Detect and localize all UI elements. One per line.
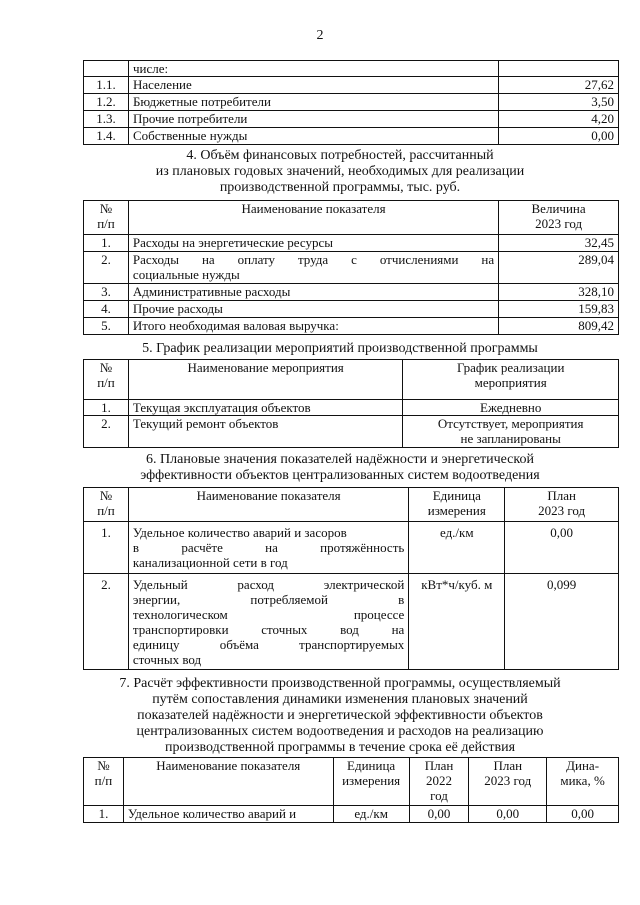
row-num: 1. [84,235,129,252]
row-value: 27,62 [499,77,619,94]
table-consumers [83,60,619,145]
row-value: 32,45 [499,235,619,252]
header-text: Единица [432,488,481,503]
header-plan [505,488,619,522]
row-plan: 0,00 [505,522,619,574]
header-text: График реализации [456,360,565,375]
row-num: 4. [84,301,129,318]
heading-line: эффективности объектов централизованных систем водоотведения [140,468,540,483]
header-text: Единица [347,758,396,773]
header-value [499,201,619,235]
row-name-line: энергии, потребляемой в [132,592,405,607]
table-schedule [83,359,619,448]
row-name-line: Удельный расход электрической [132,577,405,592]
header-text: п/п [97,216,115,231]
table-row [84,574,619,670]
header-num [84,360,129,400]
row-unit: кВт*ч/куб. м [409,574,505,670]
row-name: Население [128,77,498,94]
table-row [84,77,619,94]
header-text: измерения [342,773,401,788]
row-num: 1. [84,522,129,574]
row-value: 328,10 [499,284,619,301]
header-text: 2023 год [538,503,586,518]
header-schedule [403,360,619,400]
table-row [84,806,619,823]
page-number: 2 [316,28,324,43]
row-name: Расходы на энергетические ресурсы [128,235,498,252]
row-name: Бюджетные потребители [128,94,498,111]
header-text: План [547,488,576,503]
row-name: Собственные нужды [128,128,498,145]
row-name [128,252,498,284]
header-text: Величина [531,201,586,216]
row-name-line: социальные нужды [132,267,240,282]
table-efficiency [83,757,619,823]
header-text: п/п [97,503,115,518]
row-num: 2. [84,252,129,284]
header-text: № [99,201,113,216]
row-num: 2. [84,416,129,448]
row-name-line: Расходы на оплату труда с отчислениями на [132,252,495,267]
row-plan-2022: 0,00 [409,806,469,823]
row-schedule [403,416,619,448]
row-name [128,574,408,670]
row-name-line: в расчёте на протяжённость [132,540,405,555]
header-text: План [424,758,454,773]
table-financial-needs [83,200,619,335]
row-value: 0,00 [499,128,619,145]
row-plan: 0,099 [505,574,619,670]
row-num: 1.3. [84,111,129,128]
table-row [84,94,619,111]
header-text: 2022 [426,773,453,788]
row-num: 1.4. [84,128,129,145]
header-text: мика, % [560,773,605,788]
header-unit [409,488,505,522]
header-text: № [97,758,110,773]
header-unit [333,758,409,806]
heading-line: показателей надёжности и энергетической эффективности объектов [137,708,543,723]
row-name-line: технологическом процессе [132,607,405,622]
header-text: № [99,360,113,375]
header-text: п/п [97,375,115,390]
row-name: Административные расходы [128,284,498,301]
heading-line: производственной программы, тыс. руб. [219,180,461,195]
header-plan-2023 [469,758,547,806]
row-name: Прочие потребители [128,111,498,128]
header-dynamics [547,758,619,806]
heading-line: 5. График реализации мероприятий производственной программы [142,341,538,356]
header-name: Наименование показателя [128,201,498,235]
row-name-line: канализационной сети в год [132,555,288,570]
row-value: 159,83 [499,301,619,318]
header-plan-2022 [409,758,469,806]
table-row [84,416,619,448]
table-reliability-indicators [83,487,619,670]
schedule-line: не запланированы [460,431,561,446]
section7-heading [60,676,620,756]
header-text: мероприятия [474,375,547,390]
header-num [84,758,124,806]
row-unit: ед./км [333,806,409,823]
table-row [84,400,619,416]
row-name-line: сточных вод [132,652,202,667]
row-num: 1.2. [84,94,129,111]
section4-heading [60,148,620,196]
header-text: № [99,488,113,503]
row-num: 1.1. [84,77,129,94]
row-num: 1. [84,806,124,823]
heading-line: из плановых годовых значений, необходимых для реализации [155,164,525,179]
table-header-row [84,201,619,235]
row-name: Прочие расходы [128,301,498,318]
row-name: Итого необходимая валовая выручка: [128,318,498,335]
row-num: 5. [84,318,129,335]
header-text: Дина- [566,758,600,773]
table-row [84,128,619,145]
heading-line: централизованных систем водоотведения и расходов на реализацию [136,724,544,739]
table-row [84,61,619,77]
table-header-row [84,360,619,400]
section5-heading [60,341,620,357]
heading-line: 4. Объём финансовых потребностей, рассчитанный [186,148,494,163]
header-name: Наименование показателя [123,758,333,806]
table-row [84,284,619,301]
table-row [84,111,619,128]
heading-line: 6. Плановые значения показателей надёжности и энергетической [146,452,534,467]
table-row [84,235,619,252]
table-header-row [84,488,619,522]
header-text: измерения [427,503,486,518]
row-name-line: единицу объёма транспортируемых [132,637,405,652]
schedule-line: Отсутствует, мероприятия [437,416,584,431]
row-value: 3,50 [499,94,619,111]
header-name: Наименование мероприятия [128,360,402,400]
heading-line: производственной программы в течение срока её действия [164,740,516,755]
header-text: План [493,758,523,773]
table-row [84,252,619,284]
row-dynamics: 0,00 [547,806,619,823]
table-row [84,301,619,318]
row-name: Текущий ремонт объектов [128,416,402,448]
table-row [84,318,619,335]
header-text: 2023 год [484,773,532,788]
row-name [128,522,408,574]
header-num [84,488,129,522]
header-num [84,201,129,235]
row-unit: ед./км [409,522,505,574]
heading-line: путём сопоставления динамики изменения плановых значений [152,692,528,707]
row-value: 4,20 [499,111,619,128]
section6-heading [60,452,620,484]
header-text: 2023 год [535,216,583,231]
header-name: Наименование показателя [128,488,408,522]
row-schedule [403,400,619,416]
continuation-text: числе: [128,61,498,77]
row-num: 2. [84,574,129,670]
row-name-line: транспортировки сточных вод на [132,622,405,637]
row-name-line: Удельное количество аварий и засоров [132,525,347,540]
schedule-line: Ежедневно [480,400,542,415]
row-value: 809,42 [499,318,619,335]
row-num: 1. [84,400,129,416]
row-value: 289,04 [499,252,619,284]
table-header-row [84,758,619,806]
row-num: 3. [84,284,129,301]
row-name: Текущая эксплуатация объектов [128,400,402,416]
header-text: п/п [94,773,113,788]
table-row [84,522,619,574]
heading-line: 7. Расчёт эффективности производственной программы, осуществляемый [119,676,561,691]
header-text: год [430,788,448,803]
row-name: Удельное количество аварий и [123,806,333,823]
row-plan-2023: 0,00 [469,806,547,823]
